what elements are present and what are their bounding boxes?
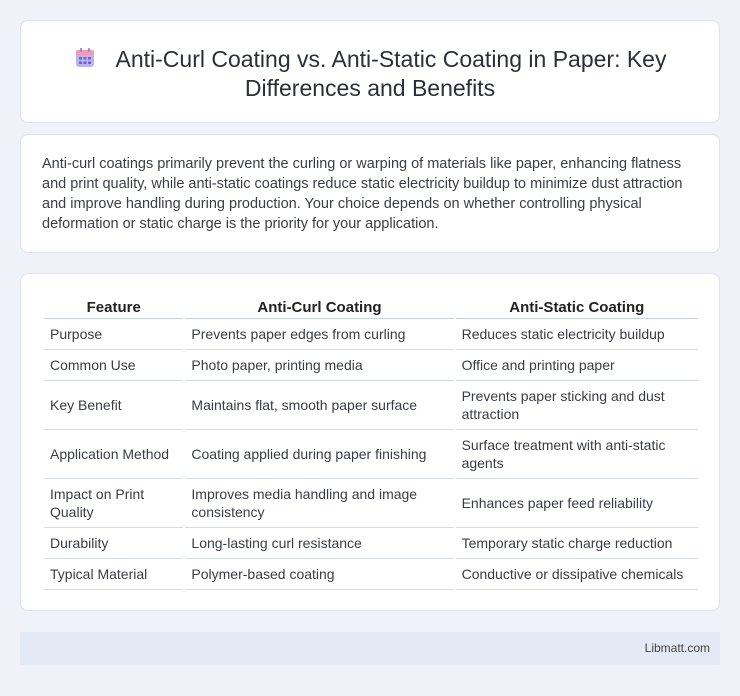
feature-cell: Key Benefit <box>44 381 183 430</box>
table-row <box>44 350 698 381</box>
table-row <box>44 559 698 590</box>
comparison-table <box>42 297 700 590</box>
header-anti-curl: Anti-Curl Coating <box>185 297 453 319</box>
feature-cell: Durability <box>44 528 183 559</box>
anti-curl-cell: Long-lasting curl resistance <box>185 528 453 559</box>
table-header-row <box>44 297 698 319</box>
footer-site-link[interactable]: Libmatt.com <box>644 641 710 655</box>
header-anti-static: Anti-Static Coating <box>456 297 698 319</box>
feature-cell: Typical Material <box>44 559 183 590</box>
feature-cell: Common Use <box>44 350 183 381</box>
feature-cell: Application Method <box>44 430 183 479</box>
anti-curl-cell: Polymer-based coating <box>185 559 453 590</box>
footer <box>20 632 720 665</box>
page-title <box>21 45 719 103</box>
table-row <box>44 381 698 430</box>
feature-cell: Purpose <box>44 319 183 350</box>
summary-paragraph: Anti-curl coatings primarily prevent the curling or warping of materials like paper, enhancing flatness and print quality, while anti-static coatings reduce static electricity buildup to minimize dust attraction and improve handling during production. Your choice depends on whether controlling physical deformation or static charge is the priority for your application. <box>42 156 683 232</box>
feature-cell: Impact on Print Quality <box>44 479 183 528</box>
anti-static-cell: Reduces static electricity buildup <box>456 319 698 350</box>
comparison-card <box>20 273 720 611</box>
anti-static-cell: Prevents paper sticking and dust attraction <box>456 381 698 430</box>
anti-static-cell: Temporary static charge reduction <box>456 528 698 559</box>
calendar-grid-icon <box>74 47 96 69</box>
anti-static-cell: Enhances paper feed reliability <box>456 479 698 528</box>
header-feature: Feature <box>44 297 183 319</box>
table-row <box>44 319 698 350</box>
anti-curl-cell: Improves media handling and image consistency <box>185 479 453 528</box>
table-row <box>44 430 698 479</box>
table-row <box>44 479 698 528</box>
summary-card <box>20 134 720 253</box>
anti-curl-cell: Coating applied during paper finishing <box>185 430 453 479</box>
table-row <box>44 528 698 559</box>
anti-static-cell: Conductive or dissipative chemicals <box>456 559 698 590</box>
title-card <box>20 20 720 123</box>
anti-static-cell: Office and printing paper <box>456 350 698 381</box>
page-title-text: Anti-Curl Coating vs. Anti-Static Coating in Paper: Key Differences and Benefits <box>115 46 667 101</box>
anti-curl-cell: Maintains flat, smooth paper surface <box>185 381 453 430</box>
anti-static-cell: Surface treatment with anti-static agents <box>456 430 698 479</box>
anti-curl-cell: Photo paper, printing media <box>185 350 453 381</box>
anti-curl-cell: Prevents paper edges from curling <box>185 319 453 350</box>
